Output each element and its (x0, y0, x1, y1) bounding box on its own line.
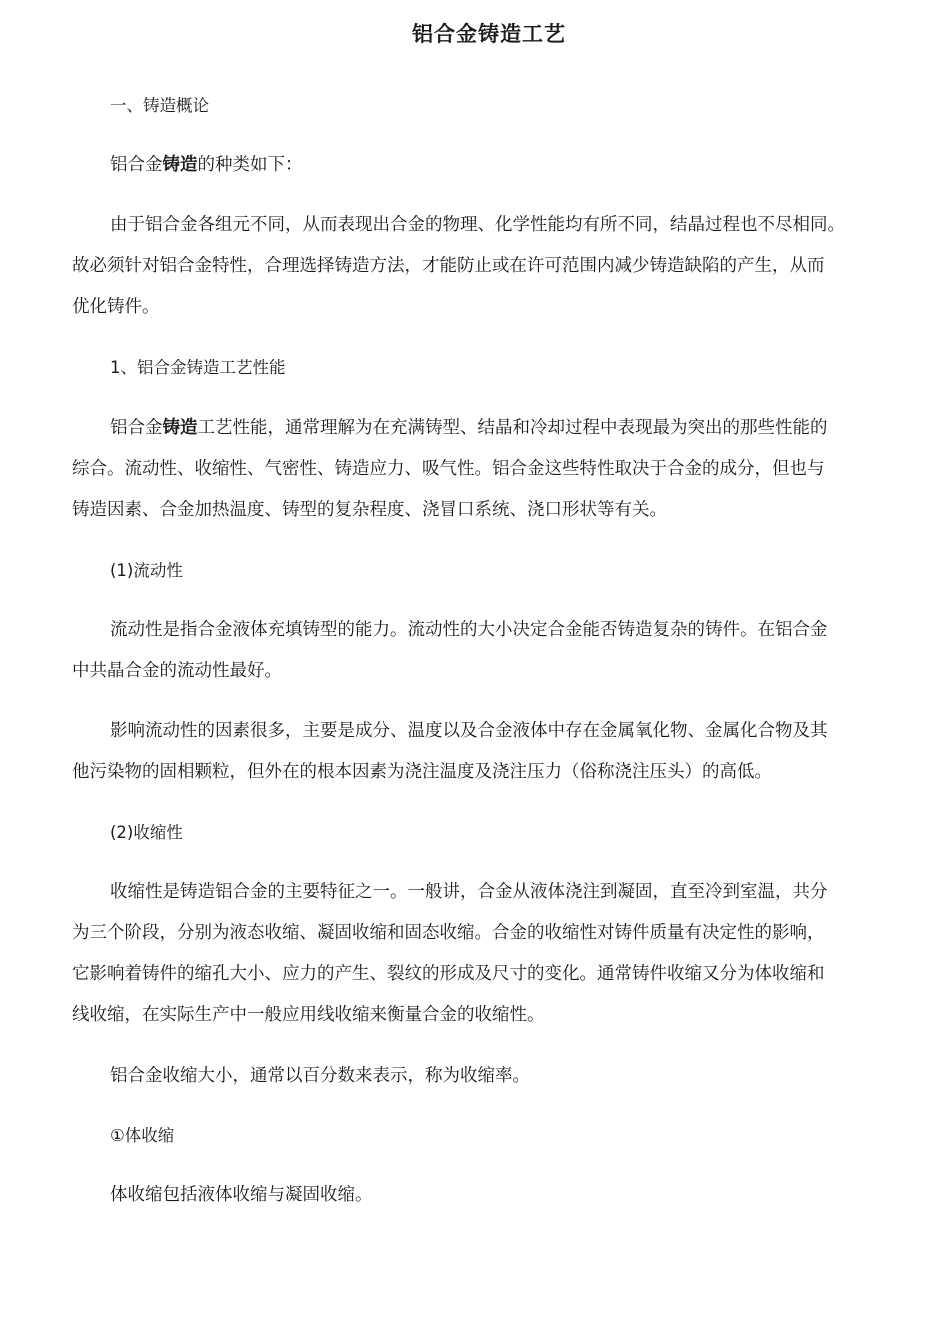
paragraph-alloy-properties (72, 205, 908, 328)
text-run: 铝合金 (110, 155, 163, 175)
paragraph-line: 它影响着铸件的缩孔大小、应力的产生、裂纹的形成及尺寸的变化。通常铸件收缩又分为体收缩和 (72, 964, 825, 984)
paragraph-line: 影响流动性的因素很多，主要是成分、温度以及合金液体中存在金属氧化物、金属化合物及其 (110, 721, 828, 741)
paragraph-shrinkage-rate: 铝合金收缩大小，通常以百分数来表示，称为收缩率。 (110, 1066, 530, 1086)
paragraph-line: 中共晶合金的流动性最好。 (72, 661, 282, 681)
section-heading-volume-shrinkage: ①体收缩 (110, 1126, 175, 1145)
paragraph-fluidity-factors (72, 711, 908, 793)
paragraph-line: 流动性是指合金液体充填铸型的能力。流动性的大小决定合金能否铸造复杂的铸件。在铝合金 (110, 620, 828, 640)
bold-term-casting: 铸造 (162, 418, 198, 438)
section-heading-shrinkage: (2)收缩性 (110, 823, 183, 842)
bold-term-casting: 铸造 (162, 155, 198, 175)
paragraph-process-performance (72, 408, 908, 531)
document-title: 铝合金铸造工艺 (412, 22, 566, 46)
paragraph-line: 铸造因素、合金加热温度、铸型的复杂程度、浇冒口系统、浇口形状等有关。 (72, 500, 667, 520)
paragraph-volume-shrinkage: 体收缩包括液体收缩与凝固收缩。 (110, 1185, 373, 1205)
section-heading-fluidity: (1)流动性 (110, 561, 183, 580)
paragraph-casting-types (72, 145, 946, 186)
section-heading-process-performance: 1、铝合金铸造工艺性能 (110, 358, 286, 377)
paragraph-line (72, 408, 908, 449)
paragraph-line: 收缩性是铸造铝合金的主要特征之一。一般讲，合金从液体浇注到凝固，直至冷到室温，共分 (110, 882, 828, 902)
paragraph-line: 他污染物的固相颗粒，但外在的根本因素为浇注温度及浇注压力（俗称浇注压头）的高低。 (72, 762, 772, 782)
text-run: 的种类如下： (197, 155, 303, 175)
paragraph-line: 线收缩，在实际生产中一般应用线收缩来衡量合金的收缩性。 (72, 1005, 545, 1025)
paragraph-line: 故必须针对铝合金特性，合理选择铸造方法，才能防止或在许可范围内减少铸造缺陷的产生，从而 (72, 256, 825, 276)
paragraph-line: 综合。流动性、收缩性、气密性、铸造应力、吸气性。铝合金这些特性取决于合金的成分，但也与 (72, 459, 825, 479)
paragraph-line: 优化铸件。 (72, 297, 160, 317)
text-run: 铝合金 (110, 418, 163, 438)
paragraph-line: 由于铝合金各组元不同，从而表现出合金的物理、化学性能均有所不同，结晶过程也不尽相同。 (110, 215, 845, 235)
paragraph-line: 为三个阶段，分别为液态收缩、凝固收缩和固态收缩。合金的收缩性对铸件质量有决定性的影响， (72, 923, 825, 943)
text-run: 工艺性能，通常理解为在充满铸型、结晶和冷却过程中表现最为突出的那些性能的 (197, 418, 828, 438)
paragraph-shrinkage-definition (72, 872, 908, 1036)
paragraph-fluidity-definition (72, 610, 908, 692)
section-heading-casting-overview: 一、铸造概论 (110, 96, 209, 115)
